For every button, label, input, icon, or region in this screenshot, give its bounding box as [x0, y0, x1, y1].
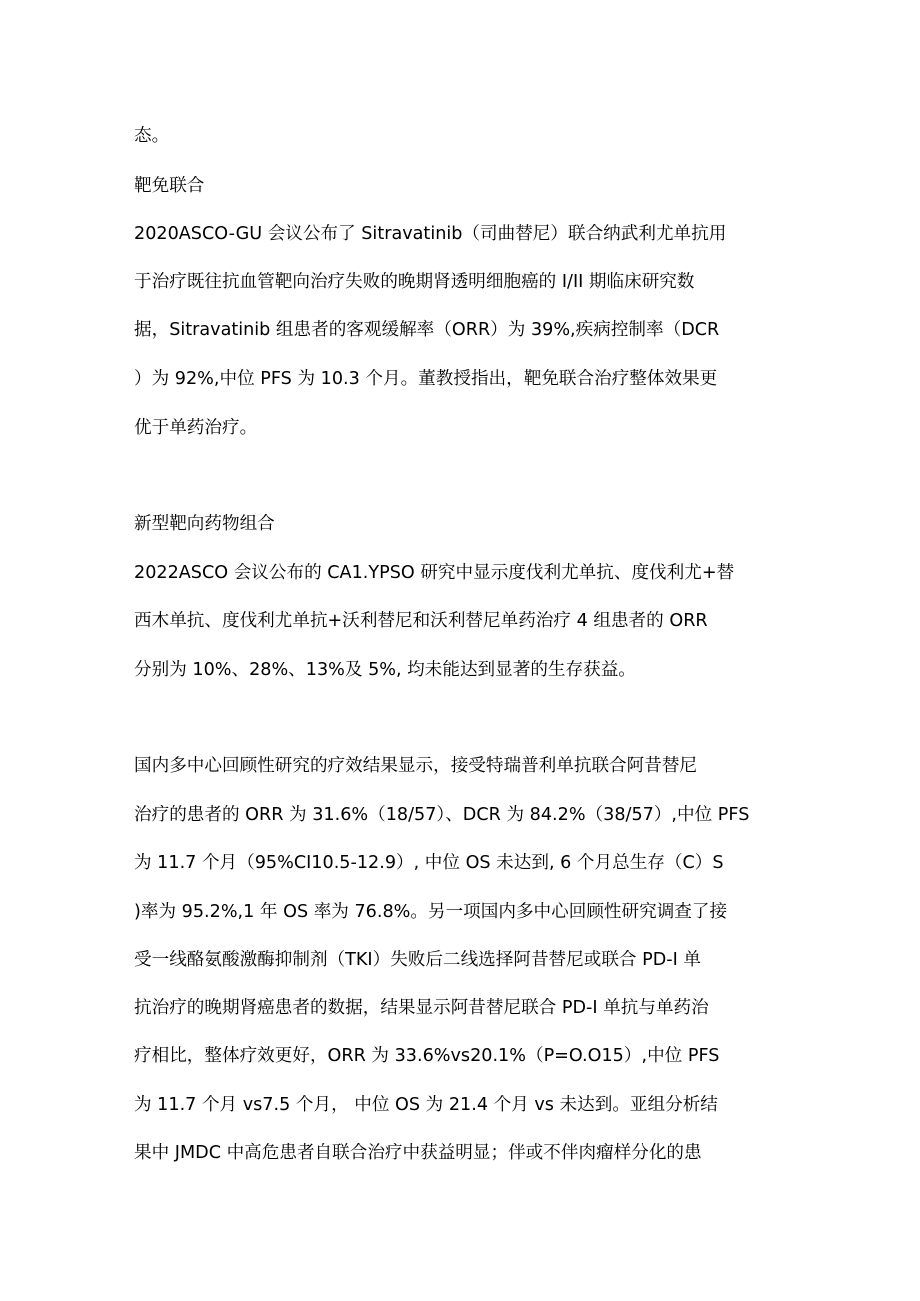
paragraph-line: 为 11.7 个月（95%CI10.5-12.9）, 中位 OS 未达到, 6 个月总生存（C）S [134, 853, 724, 873]
paragraph-line: 优于单药治疗。 [134, 418, 258, 438]
paragraph-line: 于治疗既往抗血管靶向治疗失败的晚期肾透明细胞癌的 I/II 期临床研究数 [134, 272, 695, 292]
paragraph-tail-line: 态。 [134, 126, 170, 146]
paragraph-line: 疗相比，整体疗效更好，ORR 为 33.6%vs20.1%（P=O.O15）,中位 PFS [134, 1046, 720, 1066]
paragraph-line: 据，Sitravatinib 组患者的客观缓解率（ORR）为 39%,疾病控制率（DCR [134, 320, 720, 340]
section-heading-targeted-immune: 靶免联合 [134, 176, 205, 196]
paragraph-line: ）为 92%,中位 PFS 为 10.3 个月。董教授指出，靶免联合治疗整体效果更 [134, 369, 718, 389]
paragraph-line: 抗治疗的晚期肾癌患者的数据，结果显示阿昔替尼联合 PD-I 单抗与单药治 [134, 998, 709, 1018]
paragraph-line: 西木单抗、度伐利尤单抗+沃利替尼和沃利替尼单药治疗 4 组患者的 ORR [134, 611, 708, 631]
section-heading-new-combination: 新型靶向药物组合 [134, 514, 275, 534]
paragraph-line: 受一线酪氨酸激酶抑制剂（TKI）失败后二线选择阿昔替尼或联合 PD-I 单 [134, 950, 701, 970]
paragraph-line: 国内多中心回顾性研究的疗效结果显示，接受特瑞普利单抗联合阿昔替尼 [134, 756, 698, 776]
paragraph-line: 分别为 10%、28%、13%及 5%, 均未能达到显著的生存获益。 [134, 660, 636, 680]
paragraph-line: )率为 95.2%,1 年 OS 率为 76.8%。另一项国内多中心回顾性研究调查了接 [134, 902, 728, 922]
paragraph-line: 治疗的患者的 ORR 为 31.6%（18/57）、DCR 为 84.2%（38/57）,中位 PFS [134, 805, 750, 825]
paragraph-line: 为 11.7 个月 vs7.5 个月， 中位 OS 为 21.4 个月 vs 未达到。亚组分析结 [134, 1095, 718, 1115]
paragraph-line: 2022ASCO 会议公布的 CA1.YPSO 研究中显示度伐利尤单抗、度伐利尤+替 [134, 563, 735, 583]
paragraph-line: 2020ASCO-GU 会议公布了 Sitravatinib（司曲替尼）联合纳武利尤单抗用 [134, 224, 727, 244]
paragraph-line: 果中 JMDC 中高危患者自联合治疗中获益明显；伴或不伴肉瘤样分化的患 [134, 1143, 702, 1163]
